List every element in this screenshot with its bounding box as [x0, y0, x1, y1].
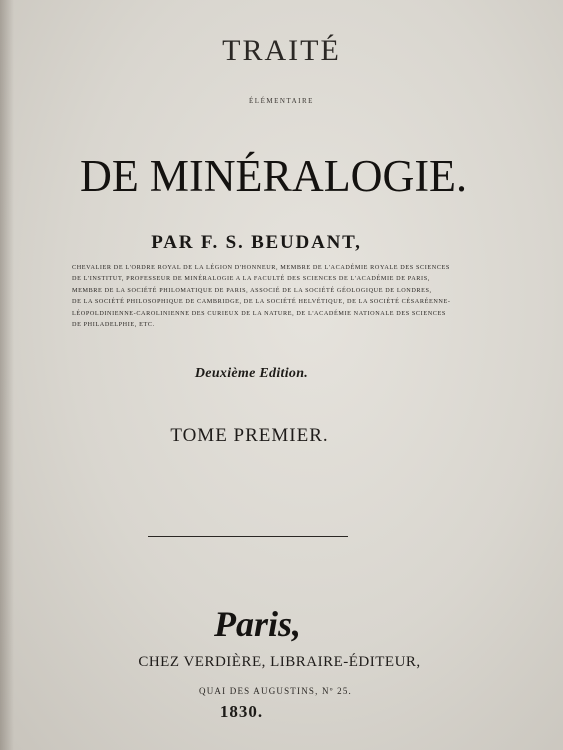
title-subheading: ÉLÉMENTAIRE — [249, 97, 314, 105]
credentials-line: DE PHILADELPHIE, ETC. — [72, 321, 155, 329]
main-title: DE MINÉRALOGIE. — [79, 151, 468, 201]
credentials-line: DE LA SOCIÉTÉ PHILOSOPHIQUE DE CAMBRIDGE, DE LA SOCIÉTÉ HELVÉTIQUE, DE LA SOCIÉTÉ CÉSARÉENNE- — [72, 298, 451, 306]
volume-label: TOME PREMIER. — [170, 425, 329, 446]
credentials-line: MEMBRE DE LA SOCIÉTÉ PHILOMATIQUE DE PARIS, ASSOCIÉ DE LA SOCIÉTÉ GÉOLOGIQUE DE LONDRES, — [72, 286, 432, 294]
imprint-year: 1830. — [219, 702, 264, 721]
credentials-line: LÉOPOLDINIENNE-CAROLINIENNE DES CURIEUX DE LA NATURE, DE L'ACADÉMIE NATIONALE DES SCIENCES — [72, 309, 446, 317]
divider-rule — [148, 536, 348, 537]
author-credentials — [72, 262, 452, 330]
imprint-publisher: CHEZ VERDIÈRE, LIBRAIRE-ÉDITEUR, — [138, 654, 421, 670]
title-heading: TRAITÉ — [222, 34, 341, 67]
imprint-address: QUAI DES AUGUSTINS, Nº 25. — [199, 686, 352, 696]
edition-label: Deuxième Edition. — [194, 366, 309, 381]
credentials-line: CHEVALIER DE L'ORDRE ROYAL DE LA LÉGION D'HONNEUR, MEMBRE DE L'ACADÉMIE ROYALE DES SCIENCES — [72, 264, 450, 271]
imprint-city: Paris, — [213, 604, 301, 644]
credentials-line: DE L'INSTITUT, PROFESSEUR DE MINÉRALOGIE A LA FACULTÉ DES SCIENCES DE L'ACADÉMIE DE PARIS, — [72, 275, 430, 283]
author-line: PAR F. S. BEUDANT, — [151, 232, 362, 253]
